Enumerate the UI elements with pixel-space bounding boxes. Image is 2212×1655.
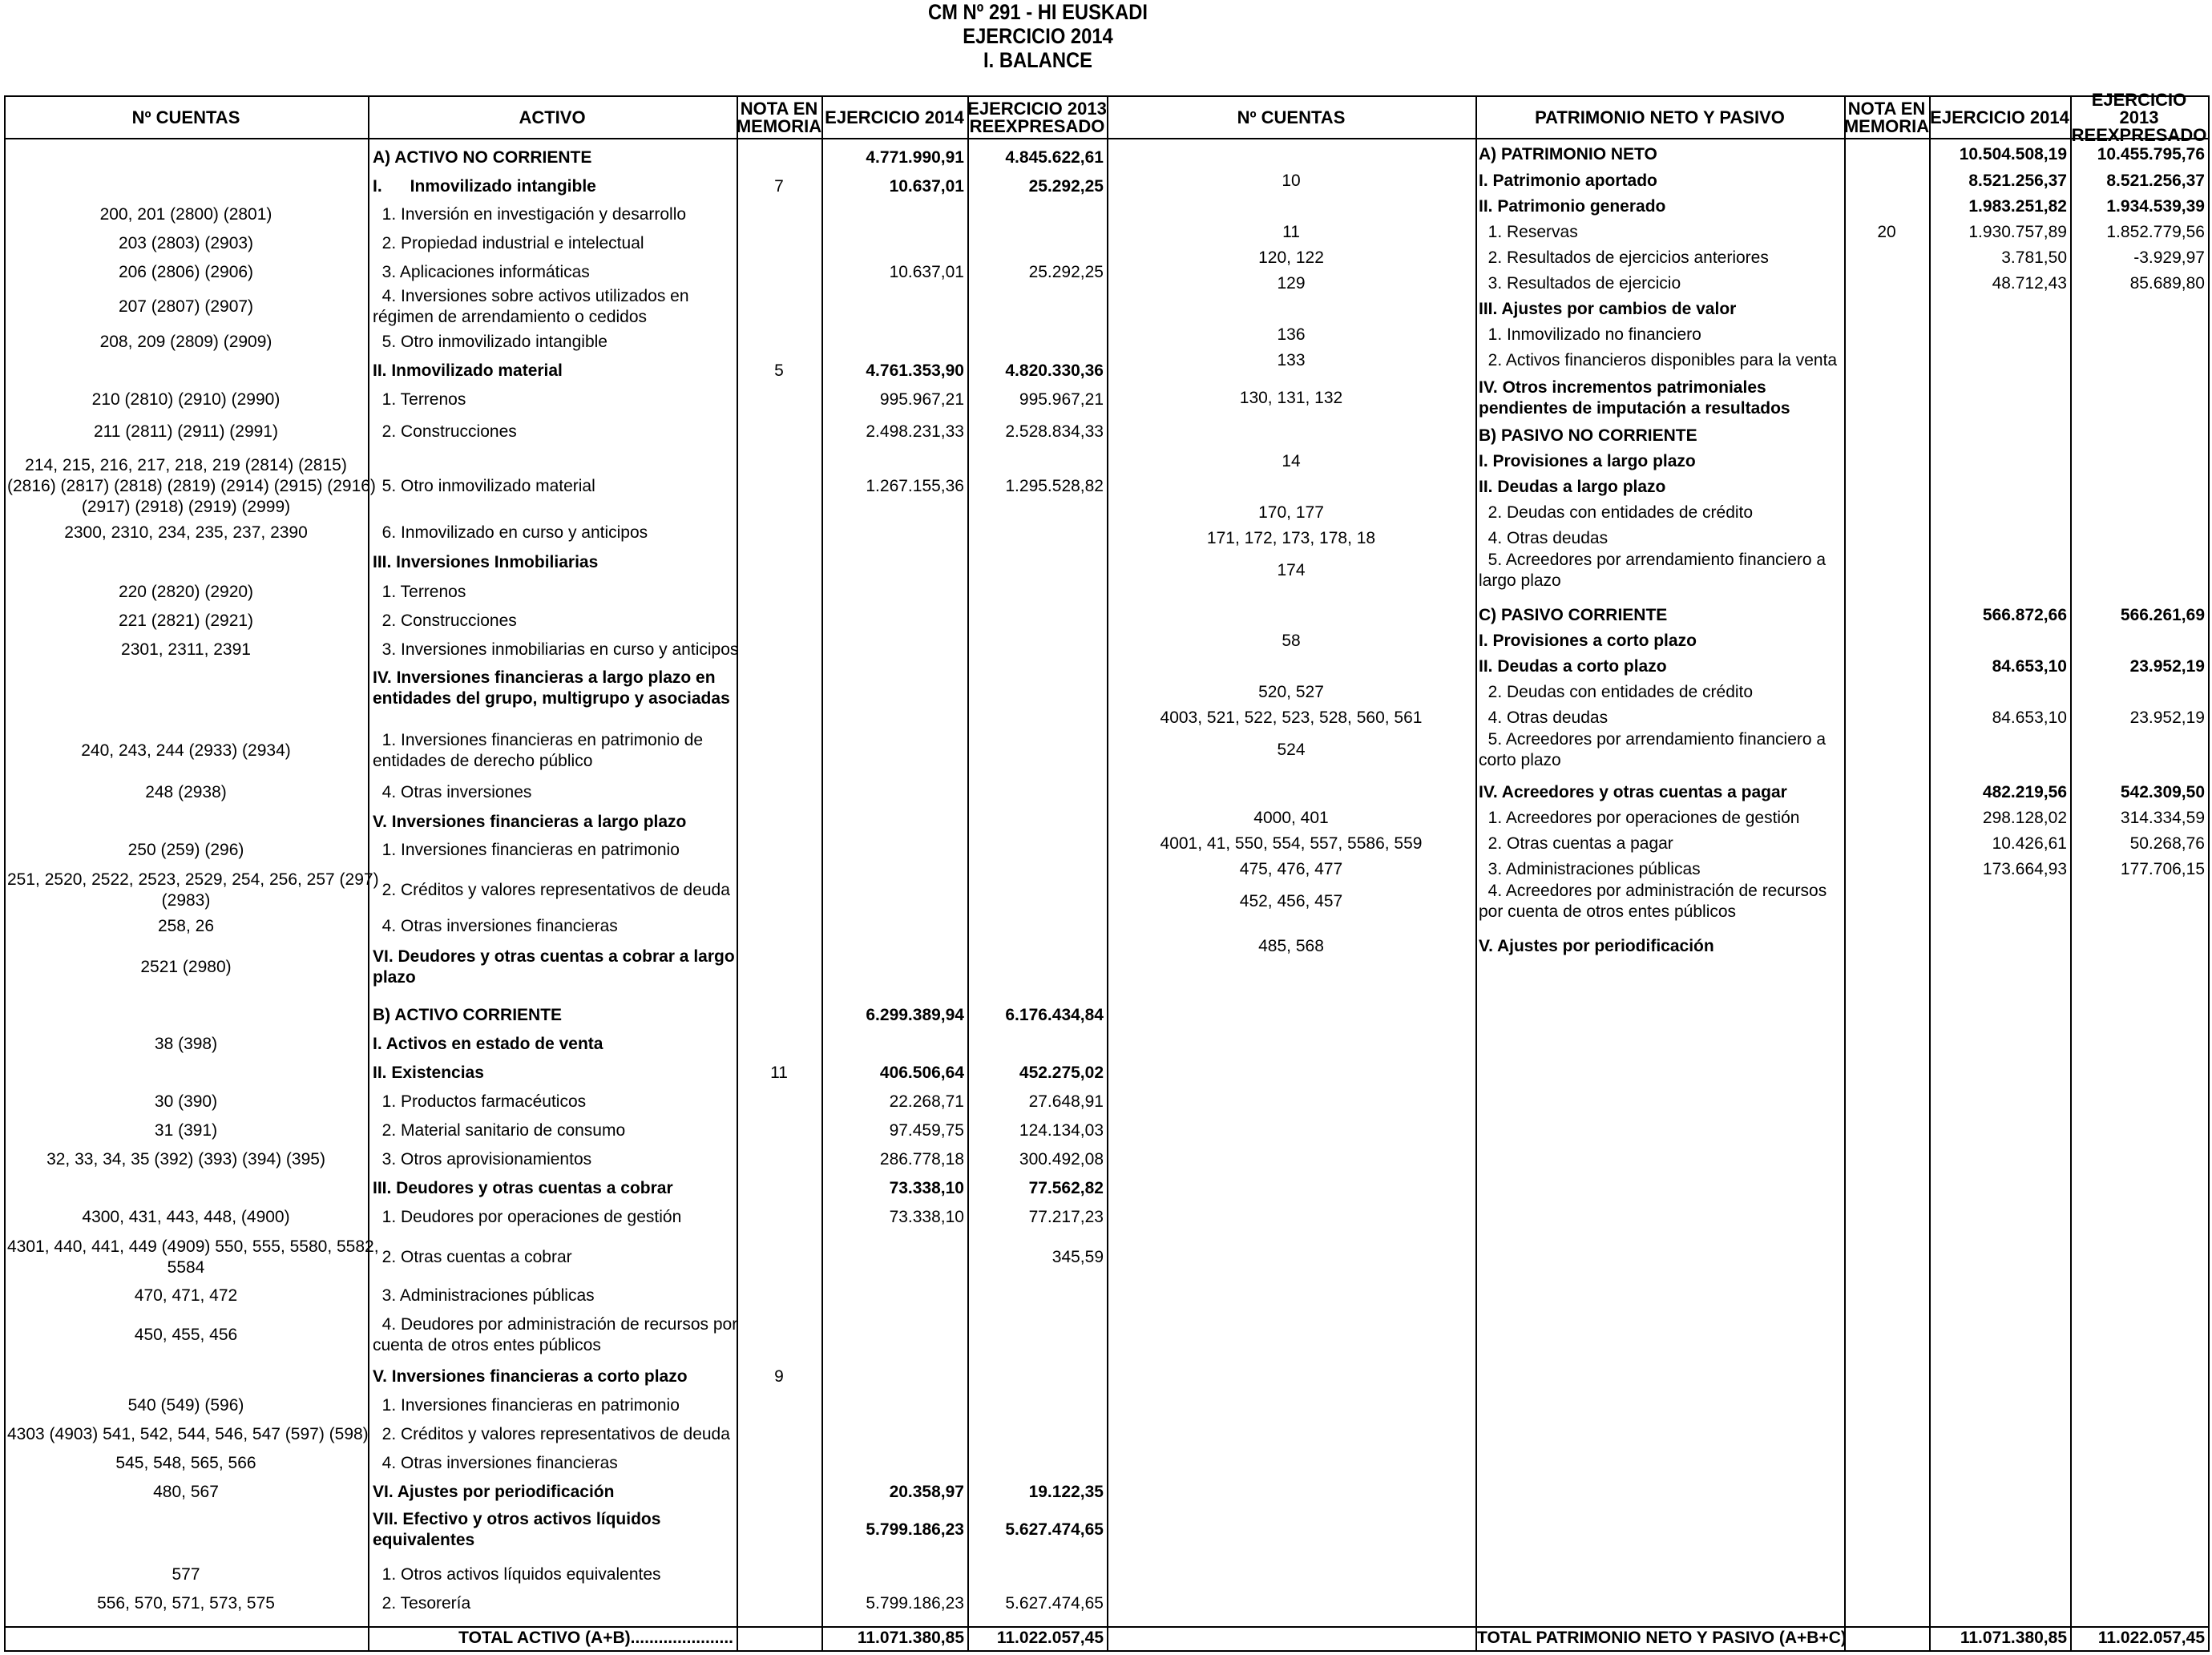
amount-2013: 10.455.795,76: [2097, 145, 2205, 163]
line-item-label: 1. Terrenos: [373, 390, 466, 409]
amount-2013: 314.334,59: [2120, 809, 2205, 827]
account-codes: 31 (391): [154, 1121, 218, 1140]
line-item-label: 4. Acreedores por administración de recursos por cuenta de otros entes públicos: [1479, 882, 1827, 921]
account-codes: 214, 215, 216, 217, 218, 219 (2814) (2815) (2816) (2817) (2818) (2819) (2914) (2915) (2916) (2917) (2918) (2919) (2999): [7, 456, 376, 516]
amount-2014: 482.219,56: [1982, 783, 2067, 801]
header-activo: ACTIVO: [519, 107, 586, 127]
line-item-label: 2. Construcciones: [373, 612, 517, 630]
account-codes: 4003, 521, 522, 523, 528, 560, 561: [1160, 708, 1423, 727]
header-nota-right: NOTA EN MEMORIA: [1843, 99, 1930, 136]
line-item-label: 2. Otras cuentas a pagar: [1479, 834, 1673, 853]
line-item-label: II. Patrimonio generado: [1479, 197, 1666, 216]
balance-table: [4, 90, 2210, 1652]
account-codes: 38 (398): [154, 1035, 218, 1053]
amount-2013: 23.952,19: [2129, 657, 2205, 676]
header-accounts-right: Nº CUENTAS: [1237, 107, 1346, 127]
account-codes: 211 (2811) (2911) (2991): [94, 422, 278, 441]
account-codes: 2301, 2311, 2391: [121, 640, 251, 659]
table-bottom-border: [4, 1650, 2210, 1652]
line-item-label: 2. Otras cuentas a cobrar: [373, 1248, 572, 1266]
line-item-label: 2. Deudas con entidades de crédito: [1479, 503, 1754, 522]
amount-2014: 286.778,18: [879, 1150, 964, 1169]
line-item-label: 1. Inversiones financieras en patrimonio de entidades de derecho público: [373, 731, 704, 770]
amount-2014: 6.299.389,94: [866, 1006, 964, 1024]
line-item-label: 4. Inversiones sobre activos utilizados en régimen de arrendamiento o cedidos: [373, 287, 689, 326]
title-line-year: EJERCICIO 2014: [963, 24, 1113, 48]
account-codes: 171, 172, 173, 178, 18: [1206, 529, 1376, 547]
account-codes: 485, 568: [1258, 937, 1324, 955]
account-codes: 4300, 431, 443, 448, (4900): [82, 1208, 290, 1226]
account-codes: 129: [1277, 274, 1306, 293]
account-codes: 450, 455, 456: [134, 1326, 238, 1344]
account-codes: 556, 570, 571, 573, 575: [97, 1594, 275, 1613]
line-item-label: 4. Otras deudas: [1479, 708, 1609, 727]
amount-2013: 4.820.330,36: [1005, 361, 1104, 380]
amount-2014: 406.506,64: [879, 1064, 964, 1082]
note-reference: 7: [774, 177, 784, 196]
amount-2013: 124.134,03: [1019, 1121, 1104, 1140]
amount-2013: 542.309,50: [2120, 783, 2205, 801]
amount-2013: 77.562,82: [1028, 1179, 1104, 1197]
amount-2013: 300.492,08: [1019, 1150, 1104, 1169]
line-item-label: 1. Deudores por operaciones de gestión: [373, 1208, 682, 1226]
account-codes: 452, 456, 457: [1239, 892, 1343, 910]
note-reference: 11: [770, 1064, 788, 1082]
account-codes: 10: [1282, 172, 1301, 190]
line-item-label: 1. Inversión en investigación y desarrollo: [373, 205, 687, 224]
amount-2014: 10.637,01: [889, 263, 964, 281]
line-item-label: VII. Efectivo y otros activos líquidos equivalentes: [373, 1510, 661, 1549]
col-border: [1107, 95, 1108, 1650]
amount-2013: 5.627.474,65: [1005, 1520, 1104, 1539]
header-ejercicio-2014: EJERCICIO 2014: [825, 107, 964, 127]
line-item-label: 4. Otras inversiones: [373, 783, 532, 801]
account-codes: 206 (2806) (2906): [118, 263, 254, 281]
note-reference: 20: [1877, 223, 1896, 241]
line-item-label: 4. Otras deudas: [1479, 529, 1609, 547]
line-item-label: 4. Deudores por administración de recursos por cuenta de otros entes públicos: [373, 1315, 738, 1354]
line-item-label: VI. Ajustes por periodificación: [373, 1483, 615, 1501]
amount-2013: 345,59: [1052, 1248, 1104, 1266]
col-border: [737, 95, 738, 1650]
total-pasivo-label: TOTAL PATRIMONIO NETO Y PASIVO (A+B+C): [1477, 1629, 1847, 1647]
line-item-label: I. Activos en estado de venta: [373, 1035, 603, 1053]
amount-2014: 4.771.990,91: [866, 148, 964, 167]
amount-2013: 50.268,76: [2129, 834, 2205, 853]
amount-2014: 1.983.251,82: [1968, 197, 2067, 216]
account-codes: 2521 (2980): [140, 958, 232, 976]
total-pasivo-2013: 11.022.057,45: [2097, 1629, 2205, 1647]
account-codes: 4303 (4903) 541, 542, 544, 546, 547 (597) (598): [7, 1425, 369, 1443]
account-codes: 520, 527: [1258, 683, 1324, 701]
account-codes: 480, 567: [153, 1483, 219, 1501]
line-item-label: 1. Productos farmacéuticos: [373, 1092, 587, 1111]
line-item-label: 2. Créditos y valores representativos de deuda: [373, 1425, 730, 1443]
document-title: [124, 0, 1951, 72]
title-line-entity: CM Nº 291 - HI EUSKADI: [927, 0, 1148, 24]
account-codes: 32, 33, 34, 35 (392) (393) (394) (395): [46, 1150, 325, 1169]
line-item-label: 4. Otras inversiones financieras: [373, 917, 618, 935]
col-border: [1475, 95, 1477, 1650]
line-item-label: 1. Otros activos líquidos equivalentes: [373, 1565, 661, 1584]
line-item-label: 2. Resultados de ejercicios anteriores: [1479, 248, 1769, 267]
line-item-label: 5. Otro inmovilizado material: [373, 477, 595, 495]
account-codes: 207 (2807) (2907): [118, 297, 254, 316]
account-codes: 240, 243, 244 (2933) (2934): [81, 741, 291, 760]
amount-2013: 25.292,25: [1028, 263, 1104, 281]
col-border: [821, 95, 823, 1650]
amount-2014: 5.799.186,23: [866, 1594, 964, 1613]
col-border: [967, 95, 969, 1650]
amount-2014: 97.459,75: [889, 1121, 964, 1140]
line-item-label: IV. Acreedores y otras cuentas a pagar: [1479, 783, 1787, 801]
line-item-label: III. Deudores y otras cuentas a cobrar: [373, 1179, 673, 1197]
line-item-label: V. Ajustes por periodificación: [1479, 937, 1714, 955]
amount-2013: 177.706,15: [2120, 860, 2205, 878]
line-item-label: A) PATRIMONIO NETO: [1479, 145, 1657, 163]
account-codes: 120, 122: [1258, 248, 1324, 267]
line-item-label: A) ACTIVO NO CORRIENTE: [373, 148, 592, 167]
total-activo-2013: 11.022.057,45: [996, 1629, 1104, 1647]
amount-2013: 8.521.256,37: [2106, 172, 2205, 190]
header-ejercicio-2013: EJERCICIO 2013 REEXPRESADO: [967, 99, 1107, 136]
col-border: [4, 95, 6, 1650]
line-item-label: 5. Acreedores por arrendamiento financiero a corto plazo: [1479, 730, 1827, 769]
amount-2014: 84.653,10: [1992, 708, 2067, 727]
line-item-label: 3. Resultados de ejercicio: [1479, 274, 1681, 293]
total-activo-label: TOTAL ACTIVO (A+B)......................: [458, 1629, 733, 1647]
account-codes: 174: [1277, 561, 1306, 579]
line-item-label: 1. Inmovilizado no financiero: [1479, 325, 1701, 344]
line-item-label: 3. Aplicaciones informáticas: [373, 263, 590, 281]
line-item-label: IV. Inversiones financieras a largo plazo en entidades del grupo, multigrupo y asociadas: [373, 668, 730, 708]
account-codes: 577: [172, 1565, 200, 1584]
account-codes: 210 (2810) (2910) (2990): [91, 390, 281, 409]
note-reference: 9: [774, 1367, 784, 1386]
note-reference: 5: [774, 361, 784, 380]
amount-2013: 566.261,69: [2120, 606, 2205, 624]
amount-2014: 73.338,10: [889, 1208, 964, 1226]
amount-2014: 10.504.508,19: [1959, 145, 2067, 163]
account-codes: 4301, 440, 441, 449 (4909) 550, 555, 5580, 5582, 5584: [7, 1237, 379, 1277]
account-codes: 4001, 41, 550, 554, 557, 5586, 559: [1160, 834, 1423, 853]
account-codes: 170, 177: [1258, 503, 1324, 522]
line-item-label: III. Ajustes por cambios de valor: [1479, 300, 1737, 318]
amount-2013: 19.122,35: [1028, 1483, 1104, 1501]
amount-2013: 4.845.622,61: [1005, 148, 1104, 167]
line-item-label: 2. Material sanitario de consumo: [373, 1121, 626, 1140]
col-border: [1844, 95, 1846, 1650]
line-item-label: II. Deudas a corto plazo: [1479, 657, 1667, 676]
amount-2013: 1.295.528,82: [1005, 477, 1104, 495]
amount-2014: 73.338,10: [889, 1179, 964, 1197]
amount-2014: 48.712,43: [1992, 274, 2067, 293]
account-codes: 14: [1282, 452, 1301, 470]
account-codes: 221 (2821) (2921): [118, 612, 254, 630]
account-codes: 200, 201 (2800) (2801): [99, 205, 272, 224]
header-ejercicio-2013-right: EJERCICIO 2013 REEXPRESADO: [2071, 90, 2207, 145]
amount-2013: 23.952,19: [2129, 708, 2205, 727]
line-item-label: 5. Acreedores por arrendamiento financiero a largo plazo: [1479, 551, 1827, 590]
amount-2014: 173.664,93: [1982, 860, 2067, 878]
amount-2013: 2.528.834,33: [1005, 422, 1104, 441]
account-codes: 250 (259) (296): [127, 841, 244, 859]
amount-2014: 1.267.155,36: [866, 477, 964, 495]
line-item-label: 3. Administraciones públicas: [1479, 860, 1701, 878]
account-codes: 540 (549) (596): [127, 1396, 244, 1415]
line-item-label: 1. Acreedores por operaciones de gestión: [1479, 809, 1800, 827]
amount-2014: 298.128,02: [1982, 809, 2067, 827]
line-item-label: C) PASIVO CORRIENTE: [1479, 606, 1668, 624]
line-item-label: II. Inmovilizado material: [373, 361, 563, 380]
amount-2014: 3.781,50: [2001, 248, 2067, 267]
account-codes: 136: [1277, 325, 1306, 344]
line-item-label: 2. Activos financieros disponibles para la venta: [1479, 351, 1838, 369]
line-item-label: 2. Propiedad industrial e intelectual: [373, 234, 644, 252]
account-codes: 203 (2803) (2903): [118, 234, 254, 252]
account-codes: 258, 26: [157, 917, 215, 935]
header-accounts: Nº CUENTAS: [131, 107, 240, 127]
amount-2013: -3.929,97: [2133, 248, 2205, 267]
amount-2014: 5.799.186,23: [866, 1520, 964, 1539]
line-item-label: 1. Inversiones financieras en patrimonio: [373, 1396, 680, 1415]
account-codes: 220 (2820) (2920): [118, 583, 254, 601]
account-codes: 524: [1277, 741, 1306, 759]
amount-2013: 6.176.434,84: [1005, 1006, 1104, 1024]
amount-2013: 85.689,80: [2129, 274, 2205, 293]
line-item-label: B) PASIVO NO CORRIENTE: [1479, 426, 1697, 445]
line-item-label: I. Patrimonio aportado: [1479, 172, 1657, 190]
amount-2014: 10.426,61: [1992, 834, 2067, 853]
total-pasivo-2014: 11.071.380,85: [1960, 1629, 2067, 1647]
amount-2013: 77.217,23: [1028, 1208, 1104, 1226]
account-codes: 248 (2938): [145, 783, 227, 801]
account-codes: 11: [1282, 223, 1300, 241]
line-item-label: III. Inversiones Inmobiliarias: [373, 553, 599, 571]
amount-2014: 84.653,10: [1992, 657, 2067, 676]
line-item-label: 2. Tesorería: [373, 1594, 471, 1613]
amount-2013: 1.934.539,39: [2106, 197, 2205, 216]
line-item-label: 2. Deudas con entidades de crédito: [1479, 683, 1754, 701]
line-item-label: 4. Otras inversiones financieras: [373, 1454, 618, 1472]
amount-2014: 22.268,71: [889, 1092, 964, 1111]
amount-2013: 25.292,25: [1028, 177, 1104, 196]
line-item-label: 1. Inversiones financieras en patrimonio: [373, 841, 680, 859]
title-line-section: I. BALANCE: [983, 48, 1092, 72]
amount-2014: 4.761.353,90: [866, 361, 964, 380]
amount-2013: 5.627.474,65: [1005, 1594, 1104, 1613]
amount-2014: 566.872,66: [1982, 606, 2067, 624]
amount-2014: 1.930.757,89: [1968, 223, 2067, 241]
line-item-label: II. Existencias: [373, 1064, 484, 1082]
line-item-label: 6. Inmovilizado en curso y anticipos: [373, 523, 648, 542]
account-codes: 2300, 2310, 234, 235, 237, 2390: [64, 523, 308, 542]
amount-2013: 1.852.779,56: [2106, 223, 2205, 241]
header-ejercicio-2014-right: EJERCICIO 2014: [1930, 107, 2069, 127]
col-border: [2208, 95, 2210, 1650]
line-item-label: 3. Administraciones públicas: [373, 1286, 595, 1305]
line-item-label: I. Inmovilizado intangible: [373, 177, 596, 196]
line-item-label: II. Deudas a largo plazo: [1479, 478, 1666, 496]
amount-2014: 8.521.256,37: [1968, 172, 2067, 190]
account-codes: 130, 131, 132: [1239, 389, 1343, 407]
account-codes: 4000, 401: [1253, 809, 1329, 827]
amount-2013: 995.967,21: [1019, 390, 1104, 409]
line-item-label: 2. Créditos y valores representativos de deuda: [373, 881, 730, 899]
line-item-label: I. Provisiones a largo plazo: [1479, 452, 1696, 470]
line-item-label: V. Inversiones financieras a largo plazo: [373, 813, 687, 831]
account-codes: 545, 548, 565, 566: [115, 1454, 256, 1472]
account-codes: 133: [1277, 351, 1306, 369]
account-codes: 470, 471, 472: [134, 1286, 238, 1305]
account-codes: 251, 2520, 2522, 2523, 2529, 254, 256, 257 (297) (2983): [7, 870, 379, 910]
line-item-label: 5. Otro inmovilizado intangible: [373, 333, 607, 351]
line-item-label: B) ACTIVO CORRIENTE: [373, 1006, 563, 1024]
account-codes: 475, 476, 477: [1239, 860, 1343, 878]
amount-2014: 20.358,97: [889, 1483, 964, 1501]
amount-2014: 995.967,21: [879, 390, 964, 409]
account-codes: 30 (390): [154, 1092, 218, 1111]
line-item-label: 1. Terrenos: [373, 583, 466, 601]
account-codes: 208, 209 (2809) (2909): [99, 333, 272, 351]
line-item-label: 3. Otros aprovisionamientos: [373, 1150, 592, 1169]
line-item-label: IV. Otros incrementos patrimoniales pendientes de imputación a resultados: [1479, 378, 1790, 418]
line-item-label: V. Inversiones financieras a corto plazo: [373, 1367, 688, 1386]
total-activo-2014: 11.071.380,85: [857, 1629, 964, 1647]
line-item-label: VI. Deudores y otras cuentas a cobrar a largo plazo: [373, 947, 735, 987]
amount-2014: 10.637,01: [889, 177, 964, 196]
header-nota: NOTA EN MEMORIA: [736, 99, 822, 136]
line-item-label: 1. Reservas: [1479, 223, 1578, 241]
header-pasivo: PATRIMONIO NETO Y PASIVO: [1535, 107, 1785, 127]
amount-2013: 27.648,91: [1028, 1092, 1104, 1111]
amount-2014: 2.498.231,33: [866, 422, 964, 441]
amount-2013: 452.275,02: [1019, 1064, 1104, 1082]
account-codes: 58: [1282, 632, 1301, 650]
line-item-label: I. Provisiones a corto plazo: [1479, 632, 1697, 650]
line-item-label: 2. Construcciones: [373, 422, 517, 441]
line-item-label: 3. Inversiones inmobiliarias en curso y anticipos: [373, 640, 739, 659]
